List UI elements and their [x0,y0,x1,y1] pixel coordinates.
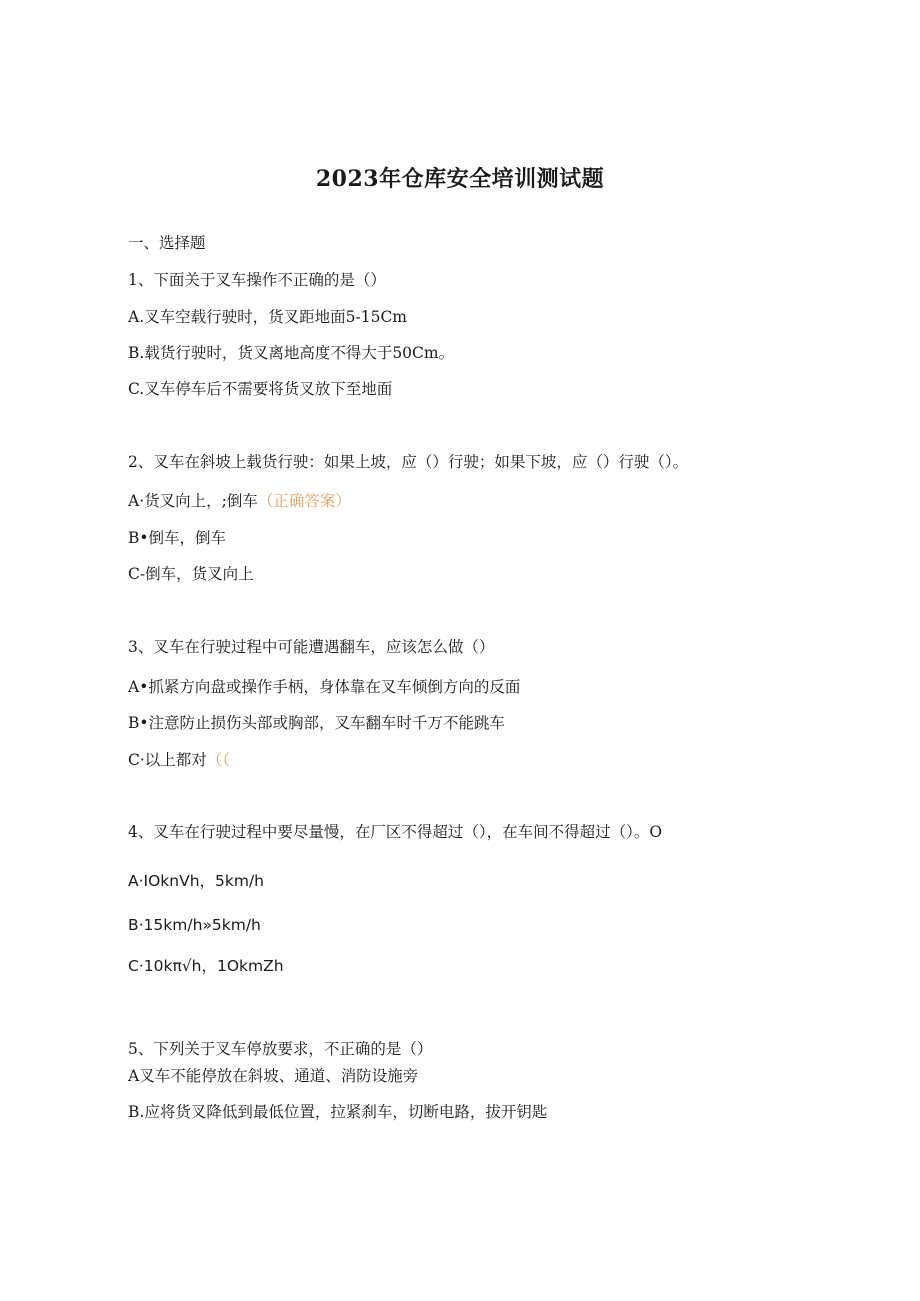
question-3-option-b: B•注意防止损伤头部或胸部，叉车翻车时千万不能跳车 [128,714,506,732]
section-heading: 一、选择题 [128,234,206,252]
document-title: 2023年仓库安全培训测试题 [315,166,605,192]
question-2-option-a-text: A·货叉向上，;倒车 [128,492,258,510]
question-5-stem: 5、下列关于叉车停放要求，不正确的是（） [128,1040,433,1058]
question-2-option-c: C-倒车，货叉向上 [128,565,254,583]
question-3-option-a: A•抓紧方向盘或操作手柄，身体靠在叉车倾倒方向的反面 [128,678,521,696]
question-5-option-b: B.应将货叉降低到最低位置，拉紧刹车，切断电路，拔开钥匙 [128,1103,548,1121]
question-2-option-b: B•倒车，倒车 [128,529,227,547]
question-3-option-c-text: C·以上都对 [128,751,207,769]
question-1-stem: 1、下面关于叉车操作不正确的是（） [128,271,386,289]
question-2-option-a [128,491,351,511]
question-4-option-b: B·15km∕h»5km/h [128,916,261,934]
question-4-option-c: C·10kπ√h，1OkmZh [128,957,284,975]
question-5-option-a: A叉车不能停放在斜坡、通道、消防设施旁 [128,1067,419,1085]
question-1-option-c: C.叉车停车后不需要将货叉放下至地面 [128,380,393,398]
question-4-stem: 4、叉车在行驶过程中要尽量慢，在厂区不得超过（），在车间不得超过（）。O [128,823,663,841]
answer-mark: （（ [206,751,231,769]
question-2-stem: 2、叉车在斜坡上载货行驶：如果上坡，应（）行驶；如果下坡，应（）行驶（）。 [128,453,689,471]
question-4-option-a: A·IOknVh，5km∕h [128,872,265,890]
question-1-option-a: A.叉车空载行驶时，货叉距地面5-15Cm [128,308,408,326]
question-1-option-b: B.载货行驶时，货叉离地高度不得大于50Cm。 [128,344,455,362]
answer-mark: （正确答案） [257,492,351,510]
question-3-option-c [128,750,230,770]
question-3-stem: 3、叉车在行驶过程中可能遭遇翻车，应该怎么做（） [128,638,495,656]
